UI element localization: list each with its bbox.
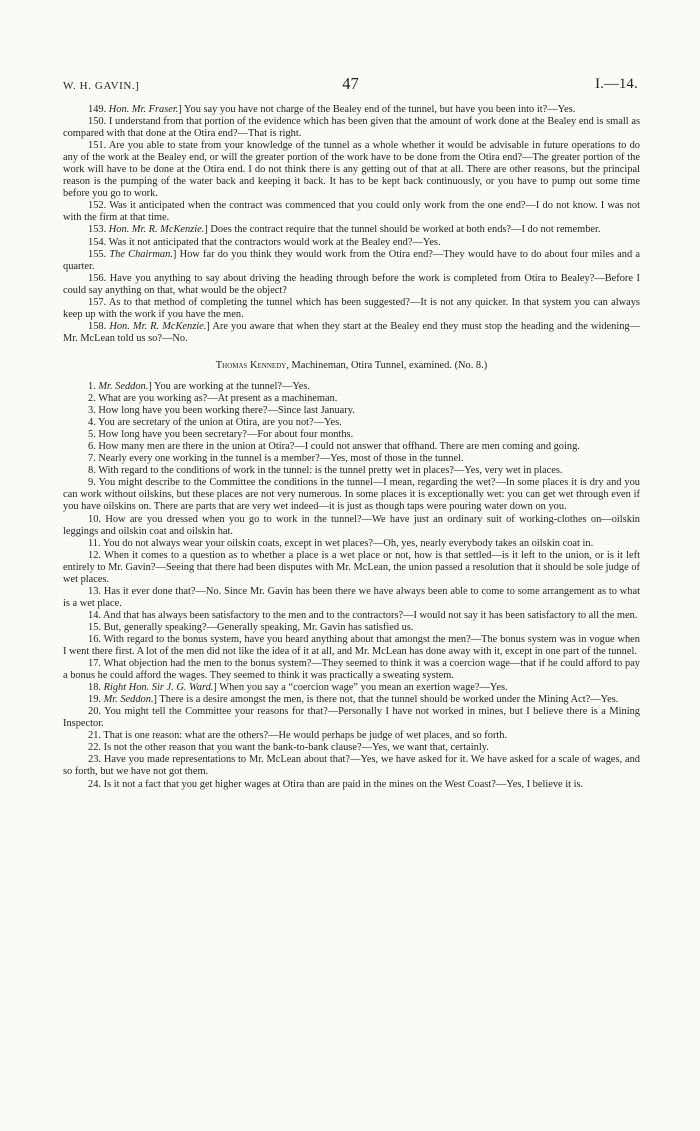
question-text: Does the contract require that the tunnel should be worked at both ends?—I do not remember. (210, 224, 601, 236)
question-paragraph (63, 429, 640, 441)
speaker-name: Right Hon. Sir J. G. Ward. (103, 682, 214, 694)
question-text: When it comes to a question as to whether a place is a wet place or not, how is that settled—is it left to the union, or is it left entirely to Mr. Gavin?—Seeing that there had been disputes with Mr. McLean, the union passed a resolution that it should be sole judge of wet places. (63, 549, 640, 585)
question-number: 154. (88, 236, 107, 248)
question-text: You do not always wear your oilskin coats, except in wet places?—Oh, yes, nearly everybody takes an oilskin coat in. (102, 537, 594, 549)
question-number: 12. (88, 549, 101, 561)
question-text: You might describe to the Committee the conditions in the tunnel—I mean, regarding the wet?—In some places it is dry and you can work without oilskins, but these places are not very numerous. In some places it is exceptionally wet: you can get wet through even if you have oilskins on. There are parts that are very wet indeed—it is just as though taps were pouring water down on you. (63, 477, 640, 513)
question-paragraph (63, 622, 640, 634)
question-paragraph (63, 405, 640, 417)
question-text: How long have you been secretary?—For about four months. (98, 429, 354, 441)
question-paragraph (63, 465, 640, 477)
question-paragraph: 1. Mr. Seddon.] You are working at the tunnel?—Yes. (88, 380, 311, 392)
speaker-name: The Chairman. (109, 248, 173, 260)
question-text: Nearly every one working in the tunnel is a member?—Yes, most of those in the tunnel. (98, 453, 464, 465)
question-number: 8. (88, 465, 96, 477)
question-text: Was it not anticipated that the contractors would work at the Bealey end?—Yes. (108, 236, 441, 248)
question-number: 11. (88, 537, 101, 549)
question-number: 20. (88, 706, 101, 718)
question-number: 155. (88, 248, 107, 260)
question-text: Have you made representations to Mr. McLean about that?—Yes, we have asked for it. We have asked for a scale of wages, and so forth, but we have not got them. (63, 754, 640, 778)
question-paragraph: 19. Mr. Seddon.] There is a desire amongst the men, is there not, that the tunnel should be worked under the Mining Act?—Yes. (88, 694, 619, 706)
question-text: And that has always been satisfactory to the men and to the contractors?—I would not say it has been satisfactory to all the men. (103, 609, 638, 621)
question-text: Have you anything to say about driving the heading through before the work is completed from Otira to Bealey?—Before I could say anything on that, what would be the object? (63, 272, 640, 296)
question-text: Was it anticipated when the contract was commenced that you could only work from the one end?—I do not know. I was not with the firm at that time. (63, 200, 640, 224)
question-text: As to that method of completing the tunnel which has been suggested?—It is not any quicker. In that system you can always keep up with the work if you have the men. (63, 296, 640, 320)
question-text: How are you dressed when you go to work in the tunnel?—We have just an ordinary suit of working-clothes on—oilskin leggings and oilskin coat and oilskin hat. (63, 513, 640, 537)
question-paragraph (63, 779, 640, 791)
question-paragraph: 155. The Chairman.] How far do you think they would work from the Otira end?—They would have to do about four miles and a quarter. (63, 248, 640, 272)
question-number: 150. (88, 116, 107, 128)
witness-heading (63, 360, 640, 372)
question-paragraph (63, 441, 640, 453)
question-number: 151. (88, 140, 107, 152)
question-number: 6. (88, 441, 96, 453)
question-text: With regard to the bonus system, have you heard anything about that amongst the men?—The bonus system was in vogue when I went there first. A lot of the men did not like the idea of it at all, and Mr. McLean has done away with it, except in one part of the tunnel. (63, 633, 640, 658)
gavin-evidence-block (63, 104, 640, 345)
question-text: Are you able to state from your knowledge of the tunnel as a whole whether it would be advisable in future operations to do any of the work at the Bealey end, or will the greater portion of the work have to be done from the Otira end?—The greater portion of the work will have to be done at the Otira end. I do not think there is any getting out of that at all. There are other reasons, but the principal reason is the pumping of the water back and keeping it back. It has to be kept back continuously, or you have to pump out some time before you go to work. (63, 140, 641, 200)
question-text: What objection had the men to the bonus system?—They seemed to think it was a coercion wage—that if he could afford to pay a bonus he could afford the wages. They seemed to think it was practically a sweating system. (63, 658, 640, 682)
kennedy-evidence-block (63, 381, 640, 791)
question-number: 10. (88, 513, 101, 525)
question-text: You say you have not charge of the Bealey end of the tunnel, but have you been into it?—Yes. (184, 104, 576, 115)
question-paragraph (63, 140, 640, 200)
question-paragraph (63, 453, 640, 465)
question-paragraph (63, 586, 640, 610)
question-number: 15. (88, 621, 101, 633)
question-number: 157. (88, 296, 107, 308)
question-number: 4. (88, 417, 96, 429)
question-paragraph (63, 237, 640, 249)
question-paragraph (63, 297, 640, 321)
question-text: I understand from that portion of the evidence which has been given that the amount of work done at the Bealey end is small as compared with that done at the Otira end?—That is right. (63, 116, 640, 140)
question-paragraph (63, 417, 640, 429)
question-text: How far do you think they would work from the Otira end?—They would have to do about four miles and a quarter. (63, 248, 640, 272)
question-text: How many men are there in the union at Otira?—I could not answer that offhand. There are men coming and going. (98, 441, 580, 453)
question-paragraph (63, 706, 640, 730)
question-paragraph (63, 730, 640, 742)
speaker-name: Mr. Seddon. (98, 380, 149, 392)
page-header (63, 74, 638, 98)
witness-number: (No. 8.) (454, 359, 488, 371)
question-paragraph (63, 742, 640, 754)
question-number: 149. (88, 104, 107, 115)
witness-running-head: W. H. GAVIN.] (63, 80, 140, 92)
question-text: That is one reason: what are the others?—He would perhaps be judge of wet places, and so forth. (103, 730, 508, 742)
question-paragraph: 149. Hon. Mr. Fraser.] You say you have not charge of the Bealey end of the tunnel, but have you been into it?—Yes. (88, 104, 576, 115)
question-number: 19. (88, 694, 101, 706)
question-text: Is it not a fact that you get higher wages at Otira than are paid in the mines on the West Coast?—Yes, I believe it is. (103, 778, 584, 790)
question-paragraph (63, 610, 640, 622)
question-number: 24. (88, 778, 101, 790)
speaker-name: Mr. Seddon. (103, 694, 154, 706)
question-paragraph (63, 658, 640, 682)
question-text: Is not the other reason that you want the bank-to-bank clause?—Yes, we want that, certainly. (103, 742, 489, 754)
question-paragraph (63, 514, 640, 538)
question-number: 22. (88, 742, 101, 754)
evidence-body (63, 104, 640, 791)
question-paragraph (63, 273, 640, 297)
question-paragraph: 153. Hon. Mr. R. McKenzie.] Does the contract require that the tunnel should be worked at both ends?—I do not remember. (88, 224, 601, 236)
witness-name: Thomas Kennedy (215, 359, 287, 371)
speaker-name: Hon. Mr. R. McKenzie. (108, 224, 205, 236)
question-paragraph: 158. Hon. Mr. R. McKenzie.] Are you aware that when they start at the Bealey end they must stop the heading and the widening—Mr. McLean told us so?—No. (63, 320, 640, 344)
question-number: 158. (88, 320, 107, 332)
question-number: 153. (88, 224, 107, 236)
question-number: 7. (88, 453, 96, 465)
question-number: 5. (88, 429, 96, 441)
question-number: 17. (88, 658, 101, 670)
question-paragraph (63, 538, 640, 550)
question-number: 23. (88, 754, 101, 766)
question-number: 9. (88, 477, 96, 489)
question-text: What are you working as?—At present as a machineman. (98, 393, 338, 405)
question-text: Are you aware that when they start at the Bealey end they must stop the heading and the widening—Mr. McLean told us so?—No. (63, 320, 640, 344)
question-number: 18. (88, 682, 101, 694)
question-paragraph (63, 116, 640, 140)
question-text: Has it ever done that?—No. Since Mr. Gavin has been there we have always been able to come to some arrangement as to what is a wet place. (63, 585, 640, 609)
speaker-name: Hon. Mr. Fraser. (108, 104, 179, 115)
question-text: You are secretary of the union at Otira, are you not?—Yes. (98, 417, 342, 429)
question-number: 21. (88, 730, 101, 742)
question-text: There is a desire amongst the men, is there not, that the tunnel should be worked under the Mining Act?—Yes. (159, 694, 619, 706)
question-paragraph (63, 200, 640, 224)
question-number: 13. (88, 585, 101, 597)
question-text: With regard to the conditions of work in the tunnel: is the tunnel pretty wet in places?—Yes, very wet in places. (98, 465, 563, 477)
question-text: You might tell the Committee your reasons for that?—Personally I have not worked in mines, but I believe there is a Mining Inspector. (63, 706, 640, 730)
question-text: You are working at the tunnel?—Yes. (154, 380, 311, 392)
question-number: 16. (88, 633, 101, 645)
question-paragraph (63, 634, 640, 658)
speaker-name: Hon. Mr. R. McKenzie. (109, 320, 207, 332)
question-number: 14. (88, 609, 101, 621)
question-text: When you say a “coercion wage” you mean an exertion wage?—Yes. (219, 682, 508, 694)
question-paragraph (63, 393, 640, 405)
question-paragraph (63, 550, 640, 586)
question-text: How long have you been working there?—Since last January. (98, 405, 355, 417)
page-number: 47 (342, 74, 359, 93)
witness-description: , Machineman, Otira Tunnel, examined. (286, 359, 452, 371)
question-paragraph: 18. Right Hon. Sir J. G. Ward.] When you say a “coercion wage” you mean an exertion wage?—Yes. (88, 682, 508, 694)
question-paragraph (63, 477, 640, 513)
question-number: 156. (88, 272, 107, 284)
question-number: 1. (88, 380, 96, 392)
paper-reference: I.—14. (595, 76, 638, 92)
question-number: 3. (88, 405, 96, 417)
question-number: 2. (88, 393, 96, 405)
question-text: But, generally speaking?—Generally speaking, Mr. Gavin has satisfied us. (103, 621, 414, 633)
question-number: 152. (88, 200, 107, 212)
question-paragraph (63, 754, 640, 778)
